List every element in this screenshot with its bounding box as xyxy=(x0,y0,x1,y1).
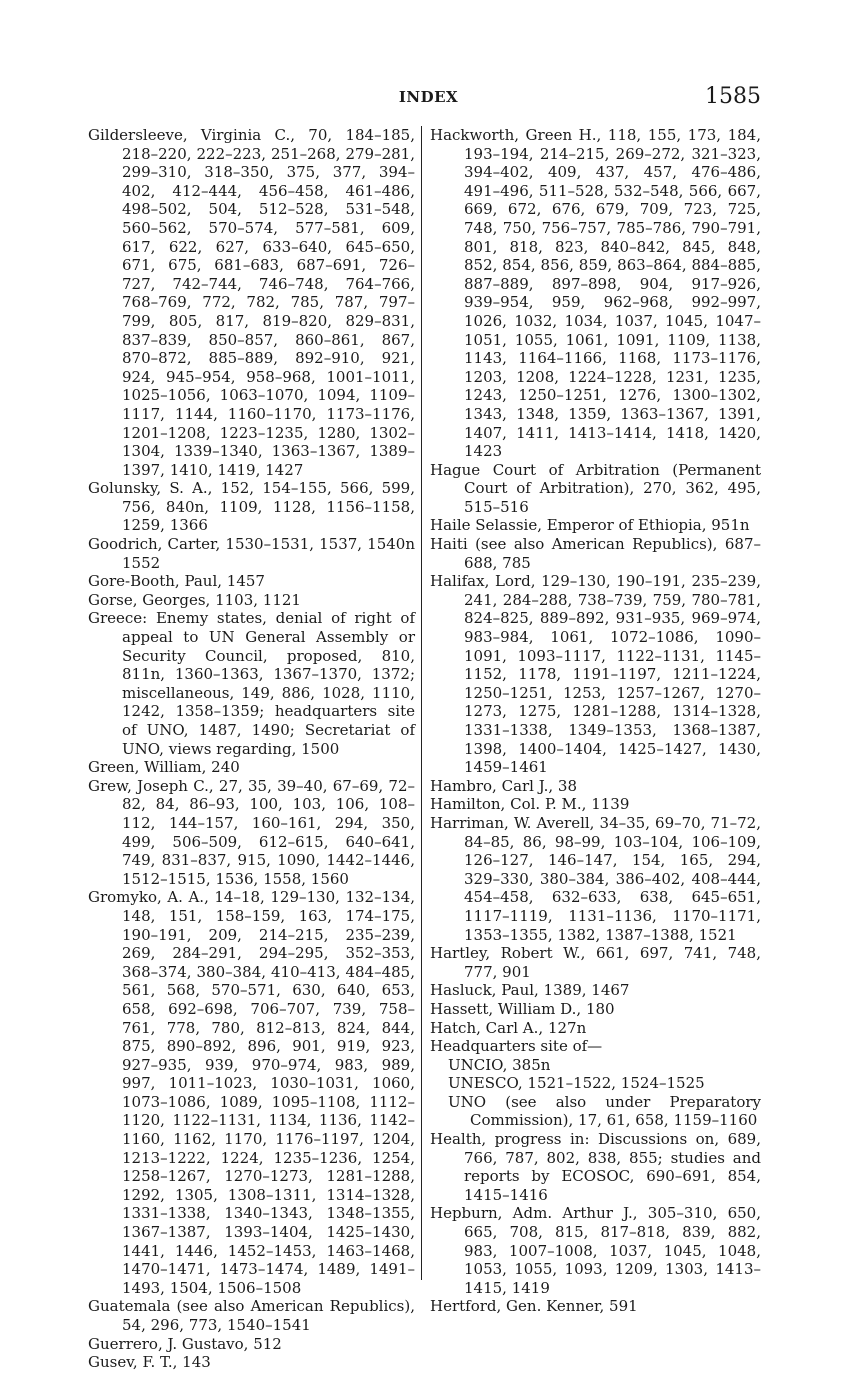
index-entry: Haile Selassie, Emperor of Ethiopia, 951n xyxy=(430,516,750,535)
index-entry: Goodrich, Carter, 1530–1531, 1537, 1540n 1552 xyxy=(88,535,415,572)
index-entry: Hackworth, Green H., 118, 155, 173, 184, 193–194, 214–215, 269–272, 321–323, 394–402, 409, 437, 457, 476–486, 491–496, 511–528, 532–548, 566, 667, 669, 672, 676, 679, 709, 723, 725, 748, 750, 756–757, 785–786, 790–791, 801, 818, 823, 840–842, 845, 848, 852, 854, 856, 859, 863–864, 884–885, 887–889, 897–898, 904, 917–926, 939–954, 959, 962–968, 992–997, 1026, 1032, 1034, 1037, 1045, 1047–1051, 1055, 1061, 1091, 1109, 1138, 1143, 1164–1166, 1168, 1173–1176, 1203, 1208, 1224–1228, 1231, 1235, 1243, 1250–1251, 1276, 1300–1302, 1343, 1348, 1359, 1363–1367, 1391, 1407, 1411, 1413–1414, 1418, 1420, 1423 xyxy=(430,126,761,461)
index-entry: Greece: Enemy states, denial of right of appeal to UN General Assembly or Security Council, proposed, 810, 811n, 1360–1363, 1367–1370, 1372; miscellaneous, 149, 886, 1028, 1110, 1242, 1358–1359; headquarters site of UNO, 1487, 1490; Secretariat of UNO, views regarding, 1500 xyxy=(88,609,415,758)
index-subentry: UNESCO, 1521–1522, 1524–1525 xyxy=(448,1074,705,1093)
index-entry: Gorse, Georges, 1103, 1121 xyxy=(88,590,301,609)
index-entry: Hague Court of Arbitration (Permanent Court of Arbitration), 270, 362, 495, 515–516 xyxy=(430,460,761,516)
index-entry: Gromyko, A. A., 14–18, 129–130, 132–134, 148, 151, 158–159, 163, 174–175, 190–191, 209, 214–215, 235–239, 269, 284–291, 294–295, 352–353, 368–374, 380–384, 410–413, 484–485, 561, 568, 570–571, 630, 640, 653, 658, 692–698, 706–707, 739, 758–761, 778, 780, 812–813, 824, 844, 875, 890–892, 896, 901, 919, 923, 927–935, 939, 970–974, 983, 989, 997, 1011–1023, 1030–1031, 1060, 1073–1086, 1089, 1095–1108, 1112–1120, 1122–1131, 1134, 1136, 1142–1160, 1162, 1170, 1176–1197, 1204, 1213–1222, 1224, 1235–1236, 1254, 1258–1267, 1270–1273, 1281–1288, 1292, 1305, 1308–1311, 1314–1328, 1331–1338, 1340–1343, 1348–1355, 1367–1387, 1393–1404, 1425–1430, 1441, 1446, 1452–1453, 1463–1468, 1470–1471, 1473–1474, 1489, 1491–1493, 1504, 1506–1508 xyxy=(88,888,415,1297)
index-entry: Hepburn, Adm. Arthur J., 305–310, 650, 665, 708, 815, 817–818, 839, 882, 983, 1007–1008, 1037, 1045, 1048, 1053, 1055, 1093, 1209, 1303, 1413–1415, 1419 xyxy=(430,1204,761,1297)
index-entry: Hassett, William D., 180 xyxy=(430,999,615,1018)
index-entry: Headquarters site of— xyxy=(430,1037,603,1056)
index-entry: Gildersleeve, Virginia C., 70, 184–185, 218–220, 222–223, 251–268, 279–281, 299–310, 318–350, 375, 377, 394–402, 412–444, 456–458, 461–486, 498–502, 504, 512–528, 531–548, 560–562, 570–574, 577–581, 609, 617, 622, 627, 633–640, 645–650, 671, 675, 681–683, 687–691, 726–727, 742–744, 746–748, 764–766, 768–769, 772, 782, 785, 787, 797–799, 805, 817, 819–820, 829–831, 837–839, 850–857, 860–861, 867, 870–872, 885–889, 892–910, 921, 924, 945–954, 958–968, 1001–1011, 1025–1056, 1063–1070, 1094, 1109–1117, 1144, 1160–1170, 1173–1176, 1201–1208, 1223–1235, 1280, 1302–1304, 1339–1340, 1363–1367, 1389–1397, 1410, 1419, 1427 xyxy=(88,126,415,479)
index-entry: Hambro, Carl J., 38 xyxy=(430,776,577,795)
index-entry: Guatemala (see also American Republics), 54, 296, 773, 1540–1541 xyxy=(88,1297,415,1334)
index-column-left xyxy=(88,126,415,1372)
index-column-right xyxy=(430,126,761,1316)
index-entry: Hatch, Carl A., 127n xyxy=(430,1018,587,1037)
index-entry: Halifax, Lord, 129–130, 190–191, 235–239, 241, 284–288, 738–739, 759, 780–781, 824–825, 889–892, 931–935, 969–974, 983–984, 1061, 1072–1086, 1090–1091, 1093–1117, 1122–1131, 1145–1152, 1178, 1191–1197, 1211–1224, 1250–1251, 1253, 1257–1267, 1270–1273, 1275, 1281–1288, 1314–1328, 1331–1338, 1349–1353, 1368–1387, 1398, 1400–1404, 1425–1427, 1430, 1459–1461 xyxy=(430,572,761,777)
index-entry: Haiti (see also American Republics), 687–688, 785 xyxy=(430,535,761,572)
index-subentry: UNCIO, 385n xyxy=(448,1055,551,1074)
index-entry: Health, progress in: Discussions on, 689, 766, 787, 802, 838, 855; studies and reports by ECOSOC, 690–691, 854, 1415–1416 xyxy=(430,1130,761,1204)
column-divider xyxy=(421,126,422,1280)
index-entry: Guerrero, J. Gustavo, 512 xyxy=(88,1334,282,1353)
index-entry: Hasluck, Paul, 1389, 1467 xyxy=(430,981,630,1000)
index-entry: Green, William, 240 xyxy=(88,758,240,777)
page-number: 1585 xyxy=(705,84,761,109)
index-entry: Golunsky, S. A., 152, 154–155, 566, 599, 756, 840n, 1109, 1128, 1156–1158, 1259, 1366 xyxy=(88,479,415,535)
page-header xyxy=(0,84,857,114)
index-entry: Grew, Joseph C., 27, 35, 39–40, 67–69, 72–82, 84, 86–93, 100, 103, 106, 108–112, 144–157, 160–161, 294, 350, 499, 506–509, 612–615, 640–641, 749, 831–837, 915, 1090, 1442–1446, 1512–1515, 1536, 1558, 1560 xyxy=(88,776,415,888)
index-entry: Gusev, F. T., 143 xyxy=(88,1353,211,1372)
index-entry: Harriman, W. Averell, 34–35, 69–70, 71–72, 84–85, 86, 98–99, 103–104, 106–109, 126–127, 146–147, 154, 165, 294, 329–330, 380–384, 386–402, 408–444, 454–458, 632–633, 638, 645–651, 1117–1119, 1131–1136, 1170–1171, 1353–1355, 1382, 1387–1388, 1521 xyxy=(430,813,761,944)
page-title: INDEX xyxy=(398,88,459,106)
index-entry: Gore-Booth, Paul, 1457 xyxy=(88,572,265,591)
index-entry: Hertford, Gen. Kenner, 591 xyxy=(430,1297,638,1316)
index-entry: Hamilton, Col. P. M., 1139 xyxy=(430,795,630,814)
index-entry: Hartley, Robert W., 661, 697, 741, 748, 777, 901 xyxy=(430,944,761,981)
index-subentry: UNO (see also under Preparatory Commission), 17, 61, 658, 1159–1160 xyxy=(448,1092,761,1130)
